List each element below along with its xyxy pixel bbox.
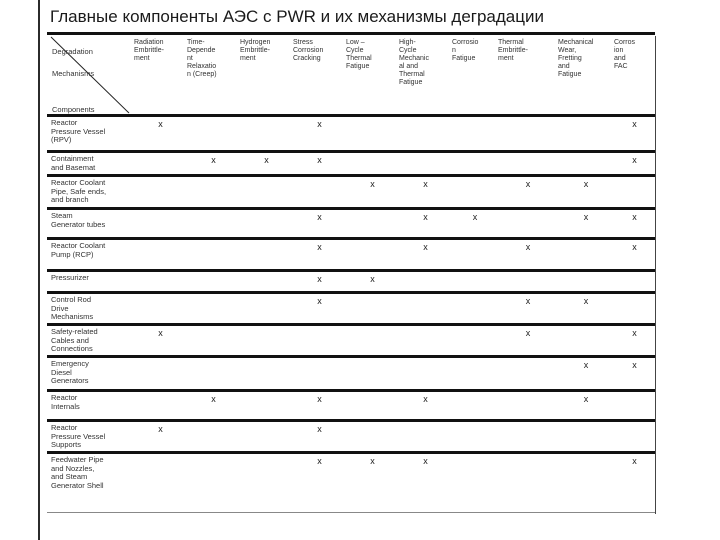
- mechanism-header-line: Mechanical: [558, 39, 594, 46]
- mark-cell: [240, 293, 293, 325]
- mark-cell: [187, 209, 240, 239]
- mark-x: x: [317, 242, 322, 252]
- mark-cell: [498, 116, 558, 152]
- component-name-line: and Nozzles,: [51, 463, 95, 473]
- mark-cell: [187, 271, 240, 293]
- mechanism-header-line: Cracking: [293, 55, 321, 62]
- mark-cell: [240, 239, 293, 271]
- mark-cell: [134, 293, 187, 325]
- table-row: [47, 209, 655, 239]
- mark-cell: [293, 293, 346, 325]
- mark-cell: [187, 357, 240, 391]
- table-row: [47, 293, 655, 325]
- component-name: [47, 152, 134, 176]
- mark-x: x: [370, 179, 375, 189]
- mark-cell: [240, 391, 293, 421]
- mechanism-header-line: and: [614, 55, 626, 62]
- mark-x: x: [632, 242, 637, 252]
- mark-cell: [399, 176, 452, 209]
- component-name: [47, 209, 134, 239]
- mechanism-header-line: Low –: [346, 39, 365, 46]
- mechanism-header: [346, 34, 399, 116]
- mark-cell: [187, 391, 240, 421]
- mark-cell: [134, 152, 187, 176]
- mark-cell: [452, 421, 498, 453]
- mark-x: x: [211, 394, 216, 404]
- mark-x: x: [632, 360, 637, 370]
- component-name: [47, 357, 134, 391]
- mechanism-header: [293, 34, 346, 116]
- mechanism-header-line: Fatigue: [452, 55, 476, 62]
- mark-cell: [134, 271, 187, 293]
- mark-x: x: [632, 119, 637, 129]
- mark-cell: [293, 453, 346, 496]
- mark-x: x: [632, 328, 637, 338]
- mark-cell: [558, 239, 614, 271]
- component-name: [47, 116, 134, 152]
- component-name-line: Safety-related: [51, 327, 98, 336]
- mark-x: x: [525, 179, 531, 189]
- left-margin-rule: [38, 0, 40, 540]
- mark-cell: [134, 209, 187, 239]
- mark-cell: [614, 453, 655, 496]
- component-name: [47, 421, 134, 453]
- mechanism-header-line: Embrittle-: [498, 47, 528, 54]
- table-row: [47, 421, 655, 453]
- component-name-line: Feedwater Pipe: [51, 455, 104, 464]
- component-name-line: and Basemat: [51, 162, 96, 172]
- mark-x: x: [423, 394, 428, 404]
- mark-cell: [134, 116, 187, 152]
- mark-cell: [614, 391, 655, 421]
- component-name-line: Internals: [51, 401, 80, 411]
- mark-cell: [399, 391, 452, 421]
- mark-x: x: [632, 212, 637, 222]
- corner-cell: [47, 34, 134, 116]
- mark-cell: [240, 453, 293, 496]
- component-name-line: Mechanisms: [51, 312, 94, 321]
- mark-cell: [293, 325, 346, 357]
- mark-cell: [614, 152, 655, 176]
- mark-cell: [452, 116, 498, 152]
- mark-x: x: [583, 179, 589, 189]
- mark-cell: [498, 271, 558, 293]
- mark-x: x: [317, 456, 322, 466]
- mark-cell: [452, 209, 498, 239]
- mark-x: x: [370, 456, 375, 466]
- mark-x: x: [583, 360, 589, 370]
- mechanism-header-line: ment: [240, 55, 256, 62]
- mark-cell: [452, 357, 498, 391]
- mechanism-header: [240, 34, 293, 116]
- mechanism-header: [452, 34, 498, 116]
- mark-x: x: [264, 155, 269, 165]
- mark-cell: [498, 391, 558, 421]
- mark-cell: [240, 325, 293, 357]
- mechanism-header-line: Stress: [293, 39, 313, 46]
- mark-cell: [240, 209, 293, 239]
- table-row: [47, 357, 655, 391]
- component-name-line: Reactor: [51, 118, 78, 127]
- mark-x: x: [472, 212, 478, 222]
- mark-x: x: [423, 456, 428, 466]
- mark-cell: [452, 152, 498, 176]
- mark-cell: [293, 152, 346, 176]
- mechanism-header-line: Radiation: [134, 39, 164, 46]
- mark-cell: [498, 239, 558, 271]
- mark-cell: [614, 293, 655, 325]
- mark-cell: [452, 325, 498, 357]
- mark-cell: [240, 116, 293, 152]
- mark-x: x: [317, 274, 322, 284]
- mark-cell: [187, 453, 240, 496]
- mark-cell: [498, 357, 558, 391]
- mark-cell: [399, 421, 452, 453]
- table-row: [47, 239, 655, 271]
- mark-cell: [346, 239, 399, 271]
- header-row: [47, 34, 655, 116]
- mark-cell: [134, 325, 187, 357]
- corner-label-mechanisms: [52, 47, 93, 56]
- mechanism-header-line: nt: [187, 55, 193, 62]
- table-row: [47, 152, 655, 176]
- mechanism-header: [614, 34, 655, 116]
- mark-cell: [614, 271, 655, 293]
- component-name: [47, 453, 134, 496]
- mark-cell: [346, 152, 399, 176]
- mark-cell: [614, 239, 655, 271]
- mechanism-header-line: Thermal: [399, 71, 425, 78]
- component-name-line: Emergency: [51, 359, 89, 368]
- mark-cell: [399, 116, 452, 152]
- component-name: [47, 271, 134, 293]
- mark-x: x: [370, 274, 375, 284]
- mark-cell: [187, 239, 240, 271]
- mark-cell: [498, 325, 558, 357]
- mechanism-header-line: and: [558, 63, 570, 70]
- component-name-line: Pressure Vessel: [51, 126, 106, 136]
- mechanism-header-line: Fatigue: [346, 63, 370, 70]
- mechanism-header-line: Cycle: [399, 47, 417, 54]
- mechanism-header-line: Corrosio: [452, 39, 479, 46]
- mark-cell: [346, 325, 399, 357]
- component-name-line: Cables and: [51, 335, 89, 345]
- mark-x: x: [317, 119, 322, 129]
- mechanism-header-line: Corrosion: [293, 47, 324, 54]
- component-name-line: Pipe, Safe ends,: [51, 186, 107, 196]
- mark-cell: [399, 453, 452, 496]
- table-row: [47, 176, 655, 209]
- mark-cell: [187, 421, 240, 453]
- mark-cell: [452, 391, 498, 421]
- mechanism-header-line: ion: [614, 47, 624, 54]
- mark-x: x: [317, 155, 322, 165]
- mark-cell: [614, 357, 655, 391]
- mark-x: x: [158, 424, 163, 434]
- mark-x: x: [583, 212, 589, 222]
- mechanism-header-line: Cycle: [346, 47, 364, 54]
- mechanism-header: [134, 34, 187, 116]
- component-name-line: (RPV): [51, 135, 72, 144]
- table-row: [47, 271, 655, 293]
- mark-x: x: [583, 296, 589, 306]
- mark-cell: [293, 176, 346, 209]
- mark-cell: [240, 271, 293, 293]
- mark-cell: [134, 421, 187, 453]
- mechanism-header-line: Fretting: [558, 55, 582, 62]
- table-right-border: [655, 36, 656, 514]
- mark-cell: [558, 357, 614, 391]
- mark-cell: [614, 116, 655, 152]
- mark-cell: [346, 453, 399, 496]
- mark-cell: [399, 357, 452, 391]
- mark-cell: [187, 116, 240, 152]
- mark-x: x: [423, 212, 428, 222]
- mark-cell: [240, 421, 293, 453]
- mark-cell: [134, 239, 187, 271]
- mark-cell: [187, 152, 240, 176]
- mark-cell: [558, 453, 614, 496]
- mark-cell: [558, 209, 614, 239]
- mark-x: x: [423, 179, 428, 189]
- mechanism-header-line: ment: [134, 55, 150, 62]
- mechanism-header-line: Relaxatio: [187, 63, 217, 70]
- mark-cell: [187, 293, 240, 325]
- mark-cell: [452, 239, 498, 271]
- table-row: [47, 325, 655, 357]
- mark-x: x: [632, 155, 637, 165]
- mark-cell: [452, 176, 498, 209]
- mark-cell: [452, 293, 498, 325]
- component-name-line: Pressurizer: [51, 273, 89, 282]
- mark-cell: [134, 176, 187, 209]
- component-name-line: Generators: [51, 376, 89, 385]
- mechanism-header-line: n (Creep): [187, 71, 217, 78]
- mark-x: x: [158, 328, 163, 338]
- table-bottom-rule: [47, 512, 655, 513]
- mechanism-header-line: Embrittle-: [240, 47, 270, 54]
- component-name-line: Steam: [51, 211, 73, 220]
- mark-cell: [614, 209, 655, 239]
- mark-cell: [498, 176, 558, 209]
- mechanism-header-line: Thermal: [498, 39, 524, 46]
- mark-cell: [293, 391, 346, 421]
- component-name-line: Reactor Coolant: [51, 241, 106, 250]
- component-name-line: Pump (RCP): [51, 249, 94, 259]
- mark-x: x: [632, 456, 637, 466]
- mark-cell: [558, 391, 614, 421]
- component-name-line: Containment: [51, 154, 94, 163]
- component-name-line: Pressure Vessel: [51, 431, 106, 441]
- mark-cell: [293, 239, 346, 271]
- mechanism-header: [498, 34, 558, 116]
- slide-title: Главные компоненты АЭС с PWR и их механизмы деградации: [50, 7, 544, 26]
- mechanism-header-line: Thermal: [346, 55, 372, 62]
- corner-label-line: Degradation: [52, 47, 93, 56]
- component-name-line: Supports: [51, 440, 82, 449]
- mechanism-header-line: Depende: [187, 47, 216, 54]
- component-name: [47, 391, 134, 421]
- mark-x: x: [525, 296, 531, 306]
- mark-cell: [240, 176, 293, 209]
- mechanism-header-line: n: [452, 47, 456, 54]
- mark-cell: [134, 391, 187, 421]
- mechanism-header: [187, 34, 240, 116]
- mark-cell: [346, 391, 399, 421]
- mark-cell: [399, 239, 452, 271]
- mechanism-header-line: Wear,: [558, 47, 577, 54]
- mark-x: x: [211, 155, 216, 165]
- component-name-line: and Steam: [51, 472, 88, 481]
- mark-cell: [558, 152, 614, 176]
- mark-x: x: [317, 424, 322, 434]
- component-name: [47, 325, 134, 357]
- mark-x: x: [317, 212, 322, 222]
- corner-label-line: Mechanisms: [52, 69, 95, 78]
- mark-cell: [293, 116, 346, 152]
- mark-cell: [452, 453, 498, 496]
- mark-cell: [346, 176, 399, 209]
- component-name-line: Reactor Coolant: [51, 178, 106, 187]
- mark-cell: [558, 421, 614, 453]
- mechanism-header-line: Embrittle-: [134, 47, 164, 54]
- mark-cell: [346, 357, 399, 391]
- mark-cell: [134, 357, 187, 391]
- component-name-line: Generator Shell: [51, 480, 104, 490]
- mark-cell: [240, 152, 293, 176]
- mark-x: x: [525, 242, 531, 252]
- mark-cell: [558, 271, 614, 293]
- component-name-line: Reactor: [51, 393, 78, 402]
- mark-x: x: [423, 242, 428, 252]
- mark-x: x: [317, 296, 322, 306]
- degradation-matrix-table: [47, 32, 655, 496]
- corner-label-components: Components: [52, 105, 95, 114]
- mark-cell: [346, 116, 399, 152]
- mechanism-header-line: al and: [399, 63, 419, 70]
- mark-cell: [134, 453, 187, 496]
- component-name-line: Drive: [51, 303, 69, 313]
- component-name-line: Control Rod: [51, 295, 92, 304]
- mark-cell: [558, 116, 614, 152]
- mechanism-header-line: Fatigue: [399, 79, 423, 86]
- mechanism-header: [558, 34, 614, 116]
- mark-x: x: [583, 394, 589, 404]
- component-name: [47, 293, 134, 325]
- table-row: [47, 453, 655, 496]
- mark-cell: [498, 152, 558, 176]
- mechanism-header-line: Fatigue: [558, 71, 582, 78]
- mark-cell: [498, 421, 558, 453]
- mark-cell: [498, 453, 558, 496]
- component-name-line: Diesel: [51, 367, 72, 377]
- matrix-body: [47, 116, 655, 496]
- mark-cell: [346, 209, 399, 239]
- mark-cell: [558, 325, 614, 357]
- mark-cell: [614, 176, 655, 209]
- mark-cell: [399, 271, 452, 293]
- mark-cell: [498, 293, 558, 325]
- mark-cell: [452, 271, 498, 293]
- mark-cell: [293, 271, 346, 293]
- component-name-line: Generator tubes: [51, 219, 106, 229]
- table-row: [47, 391, 655, 421]
- mark-cell: [399, 293, 452, 325]
- mark-cell: [399, 152, 452, 176]
- mark-cell: [346, 293, 399, 325]
- mechanism-header: [399, 34, 452, 116]
- mark-cell: [293, 421, 346, 453]
- mark-x: x: [317, 394, 322, 404]
- mechanism-header-line: ment: [498, 55, 514, 62]
- mark-cell: [187, 325, 240, 357]
- mark-x: x: [525, 328, 531, 338]
- mechanism-header-line: Mechanic: [399, 55, 429, 62]
- corner-label-mechanisms-2: [52, 69, 94, 78]
- mark-cell: [293, 209, 346, 239]
- mechanism-header-line: Time-: [187, 39, 205, 46]
- mark-cell: [558, 176, 614, 209]
- mechanism-header-line: Hydrogen: [240, 39, 271, 46]
- component-name: [47, 239, 134, 271]
- mark-x: x: [158, 119, 163, 129]
- mark-cell: [614, 421, 655, 453]
- mark-cell: [240, 357, 293, 391]
- mark-cell: [614, 325, 655, 357]
- table-row: [47, 116, 655, 152]
- mark-cell: [399, 325, 452, 357]
- mechanism-header-line: FAC: [614, 63, 628, 70]
- mark-cell: [346, 421, 399, 453]
- component-name-line: Connections: [51, 344, 93, 353]
- mark-cell: [399, 209, 452, 239]
- component-name-line: and branch: [51, 195, 89, 204]
- mechanism-header-line: Corros: [614, 39, 636, 46]
- mark-cell: [346, 271, 399, 293]
- mark-cell: [498, 209, 558, 239]
- component-name-line: Reactor: [51, 423, 78, 432]
- mark-cell: [187, 176, 240, 209]
- mark-cell: [558, 293, 614, 325]
- mechanism-header-line: High-: [399, 39, 416, 46]
- mark-cell: [293, 357, 346, 391]
- component-name: [47, 176, 134, 209]
